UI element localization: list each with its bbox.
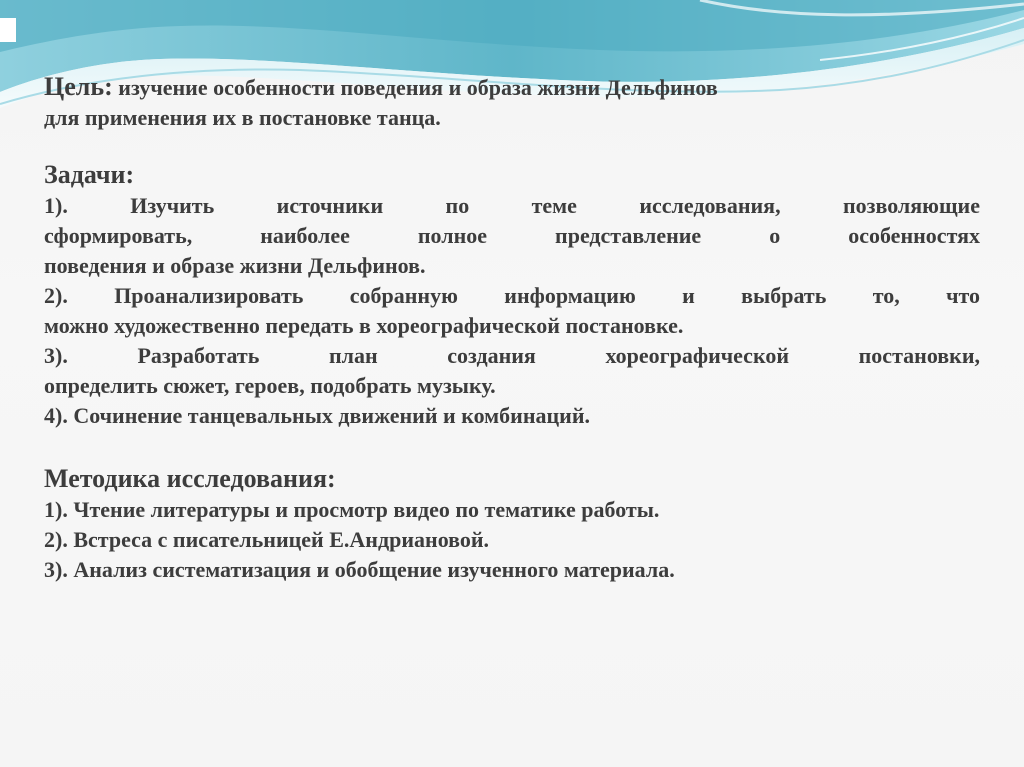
goal-text-line-1: изучение особенности поведения и образа жизни Дельфинов <box>112 75 718 100</box>
method-line: 2). Встреса с писательницей Е.Андриановой. <box>44 527 490 552</box>
tasks-line: поведения и образе жизни Дельфинов. <box>44 253 426 278</box>
method-heading: Методика исследования: <box>44 464 336 493</box>
tasks-line: 3). Разработать план создания хореографической постановки, <box>44 343 980 368</box>
goal-label: Цель: <box>44 72 113 101</box>
tasks-heading: Задачи: <box>44 160 135 189</box>
tasks-line: 4). Сочинение танцевальных движений и комбинаций. <box>44 403 591 428</box>
corner-marker <box>0 18 16 42</box>
tasks-line: 1). Изучить источники по теме исследования, позволяющие <box>44 193 980 218</box>
tasks-line: сформировать, наиболее полное представление о особенностях <box>44 223 980 248</box>
tasks-line: можно художественно передать в хореографической постановке. <box>44 313 684 338</box>
tasks-line: определить сюжет, героев, подобрать музыку. <box>44 373 496 398</box>
goal-line-1 <box>44 72 980 103</box>
method-line: 1). Чтение литературы и просмотр видео по тематике работы. <box>44 497 660 522</box>
slide-content <box>44 72 980 585</box>
tasks-line: 2). Проанализировать собранную информацию и выбрать то, что <box>44 283 980 308</box>
method-line: 3). Анализ систематизация и обобщение изученного материала. <box>44 557 675 582</box>
goal-text-line-2: для применения их в постановке танца. <box>44 105 441 130</box>
